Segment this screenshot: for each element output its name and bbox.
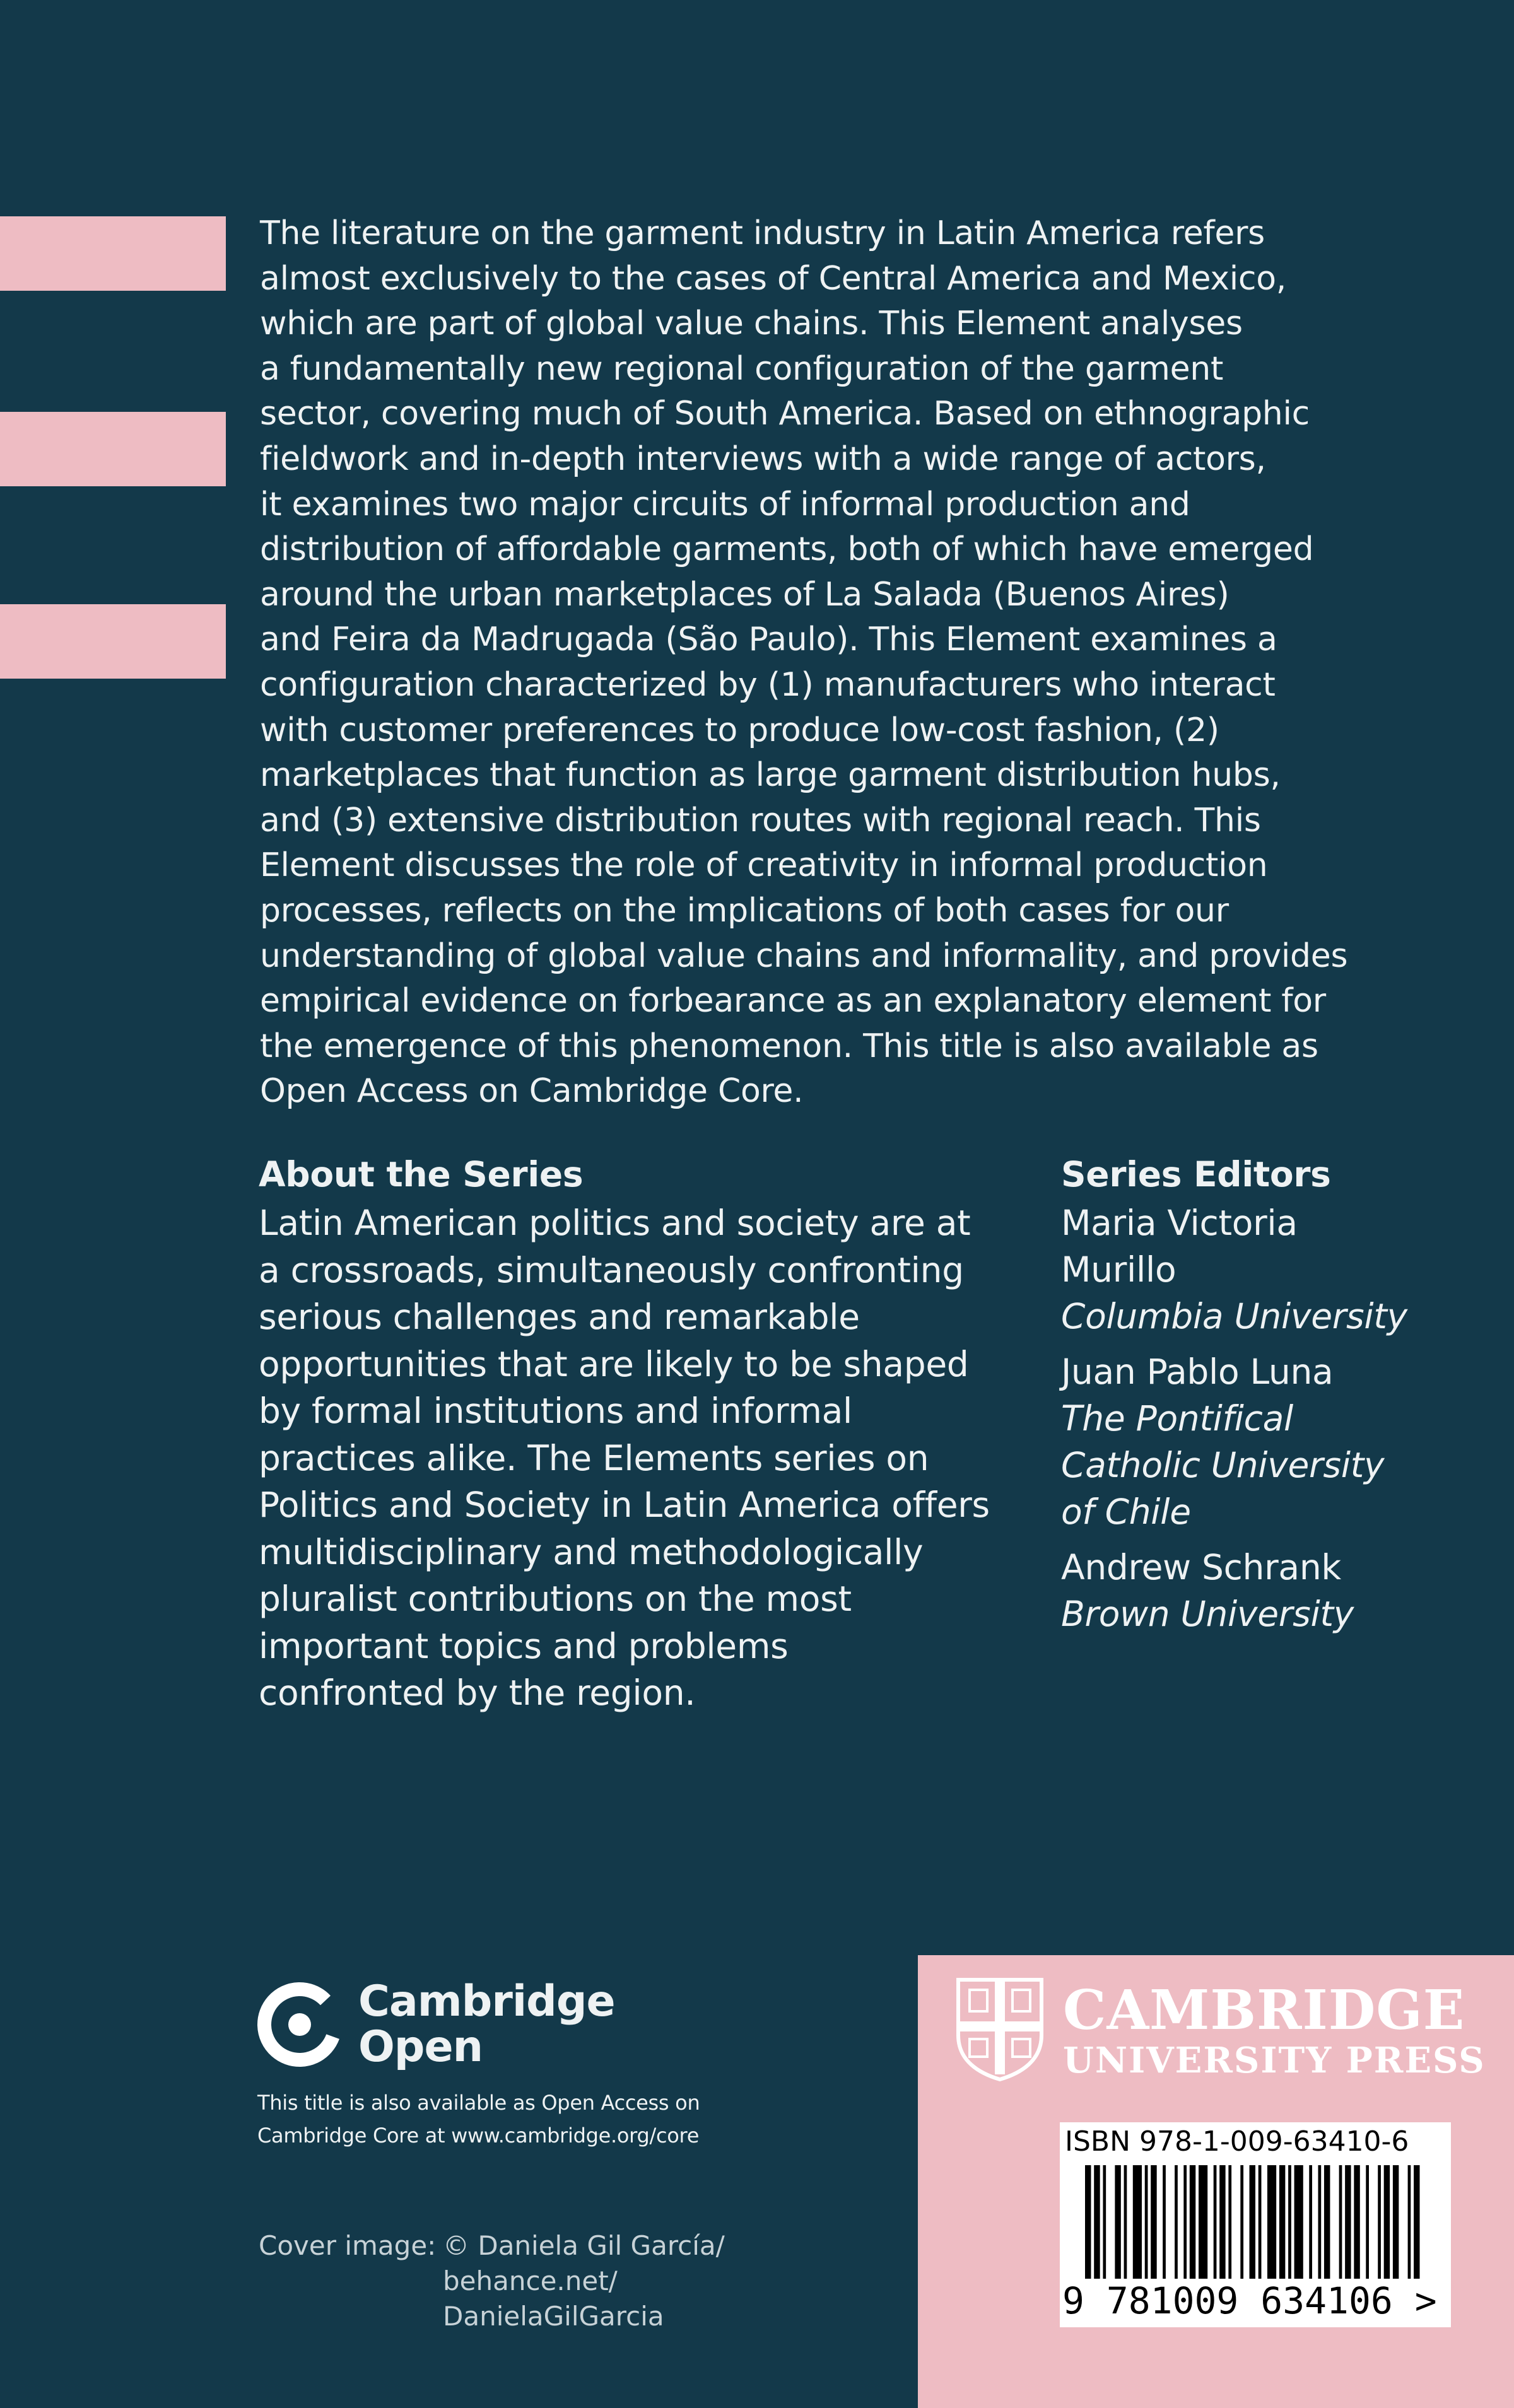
about-text	[259, 1200, 1035, 1717]
pink-accent-bar	[0, 604, 226, 679]
description-line: a fundamentally new regional configuration of the garment	[260, 349, 1224, 388]
barcode-stripe	[1309, 2165, 1312, 2279]
publisher-name: CAMBRIDGE	[1063, 1978, 1465, 2042]
about-line: pluralist contributions on the most	[259, 1579, 852, 1619]
description-line: The literature on the garment industry in Latin America refers	[260, 214, 1265, 252]
description-line: Element discusses the role of creativity in informal production	[260, 846, 1268, 885]
barcode-stripe	[1133, 2165, 1142, 2279]
publisher-panel	[918, 1955, 1514, 2408]
barcode-stripe	[1124, 2165, 1127, 2279]
editor-affiliation-line: Brown University	[1061, 1594, 1354, 1634]
series-editors	[1061, 1153, 1465, 1637]
about-the-series	[259, 1153, 1035, 1717]
publisher-wordmark	[1063, 1980, 1486, 2080]
barcode-stripe	[1115, 2165, 1120, 2279]
barcode-stripe	[1384, 2165, 1390, 2279]
barcode-stripe	[1219, 2165, 1225, 2279]
open-access-note	[257, 2086, 737, 2152]
barcode-stripe	[1190, 2165, 1195, 2279]
editor-name-line: Maria Victoria	[1061, 1203, 1298, 1243]
editor-affiliation-line: Catholic University	[1061, 1445, 1385, 1485]
barcode-stripe	[1145, 2165, 1148, 2279]
description-line: which are part of global value chains. This Element analyses	[260, 305, 1243, 343]
about-line: practices alike. The Elements series on	[259, 1437, 929, 1478]
about-line: confronted by the region.	[259, 1673, 696, 1713]
about-line: opportunities that are likely to be shaped	[259, 1343, 969, 1384]
barcode-stripe	[1085, 2165, 1091, 2279]
barcode-stripe	[1228, 2165, 1231, 2279]
editor-affiliation-line: The Pontifical	[1061, 1398, 1293, 1439]
about-line: Latin American politics and society are at	[259, 1203, 971, 1243]
barcode-stripe	[1366, 2165, 1369, 2279]
barcode-stripe	[1183, 2165, 1187, 2279]
description-line: fieldwork and in-depth interviews with a wide range of actors,	[260, 440, 1266, 478]
about-line: important topics and problems	[259, 1625, 789, 1666]
barcode-stripe	[1094, 2165, 1100, 2279]
pink-accent-bar	[0, 412, 226, 486]
barcode-stripe	[1199, 2165, 1207, 2279]
barcode-stripe	[1345, 2165, 1351, 2279]
description-line: distribution of affordable garments, both of which have emerged	[260, 530, 1314, 569]
ean-digits: 9 781009 634106 >	[1062, 2279, 1437, 2322]
about-line: serious challenges and remarkable	[259, 1297, 860, 1337]
description-line: the emergence of this phenomenon. This title is also available as	[260, 1027, 1318, 1065]
editor-affiliation-line: of Chile	[1061, 1492, 1191, 1532]
barcode-stripe	[1393, 2165, 1399, 2279]
barcode-stripe	[1267, 2165, 1276, 2279]
isbn-text: ISBN 978-1-009-63410-6	[1065, 2125, 1409, 2158]
cover-credit	[443, 2228, 725, 2334]
barcode-stripe	[1294, 2165, 1303, 2279]
description-line: marketplaces that function as large garment distribution hubs,	[260, 756, 1281, 795]
cambridge-open-logo-icon	[255, 1980, 344, 2069]
editor-entry	[1061, 1200, 1465, 1340]
pink-accent-bar	[0, 216, 226, 291]
cambridge-open-line: Cambridge	[358, 1977, 615, 2026]
barcode-stripe	[1259, 2165, 1262, 2279]
editor-name-line: Murillo	[1061, 1249, 1177, 1290]
cambridge-open-wordmark	[358, 1979, 615, 2070]
editors-title: Series Editors	[1061, 1154, 1331, 1195]
description-line: and Feira da Madrugada (São Paulo). This Element examines a	[260, 621, 1277, 659]
editor-entry	[1061, 1544, 1465, 1637]
cover-credit-line: behance.net/	[443, 2265, 618, 2296]
barcode-stripe	[1250, 2165, 1255, 2279]
barcode-stripe	[1175, 2165, 1178, 2279]
description-line: around the urban marketplaces of La Salada (Buenos Aires)	[260, 575, 1229, 614]
cambridge-crest-icon	[956, 1977, 1044, 2082]
about-line: Politics and Society in Latin America offers	[259, 1485, 990, 1525]
description-line: understanding of global value chains and informality, and provides	[260, 937, 1348, 975]
description-line: almost exclusively to the cases of Central America and Mexico,	[260, 259, 1286, 298]
description-line: it examines two major circuits of informal production and	[260, 485, 1190, 523]
barcode-stripe	[1414, 2165, 1419, 2279]
description-line: with customer preferences to produce low-cost fashion, (2)	[260, 711, 1219, 749]
editor-name-line: Andrew Schrank	[1061, 1547, 1341, 1587]
open-access-note-line: Cambridge Core at www.cambridge.org/core	[257, 2124, 700, 2148]
description-line: processes, reflects on the implications of both cases for our	[260, 891, 1229, 930]
barcode-stripe	[1339, 2165, 1342, 2279]
barcode-stripe	[1318, 2165, 1321, 2279]
about-line: by formal institutions and informal	[259, 1391, 853, 1431]
barcode-stripe	[1163, 2165, 1166, 2279]
open-access-note-line: This title is also available as Open Access on	[257, 2091, 700, 2115]
barcode-stripe	[1240, 2165, 1243, 2279]
publisher-subname: UNIVERSITY PRESS	[1063, 2040, 1486, 2081]
cambridge-open-line: Open	[358, 2022, 483, 2072]
description-line: and (3) extensive distribution routes with regional reach. This	[260, 801, 1261, 839]
barcode-stripe	[1151, 2165, 1156, 2279]
about-line: a crossroads, simultaneously confronting	[259, 1249, 964, 1290]
barcode-stripe	[1214, 2165, 1217, 2279]
cover-credit-line: DanielaGilGarcia	[443, 2301, 664, 2332]
cover-credit-label: Cover image:	[259, 2230, 437, 2261]
description-line: empirical evidence on forbearance as an explanatory element for	[260, 982, 1326, 1020]
description-line: Open Access on Cambridge Core.	[260, 1072, 804, 1111]
editor-name-line: Juan Pablo Luna	[1061, 1352, 1334, 1392]
barcode-icon	[1085, 2165, 1426, 2279]
about-line: multidisciplinary and methodologically	[259, 1531, 924, 1572]
description-line: sector, covering much of South America. Based on ethnographic	[260, 395, 1310, 433]
barcode-stripe	[1288, 2165, 1291, 2279]
about-title: About the Series	[259, 1154, 584, 1195]
barcode-stripe	[1103, 2165, 1106, 2279]
barcode-label	[1060, 2122, 1451, 2327]
barcode-stripe	[1378, 2165, 1381, 2279]
editor-affiliation-line: Columbia University	[1061, 1296, 1407, 1336]
editor-entry	[1061, 1348, 1465, 1535]
barcode-stripe	[1324, 2165, 1330, 2279]
book-description	[260, 211, 1414, 1114]
barcode-stripe	[1279, 2165, 1285, 2279]
cover-credit-line: © Daniela Gil García/	[443, 2230, 725, 2261]
barcode-stripe	[1354, 2165, 1359, 2279]
description-line: configuration characterized by (1) manufacturers who interact	[260, 665, 1276, 704]
barcode-stripe	[1408, 2165, 1411, 2279]
